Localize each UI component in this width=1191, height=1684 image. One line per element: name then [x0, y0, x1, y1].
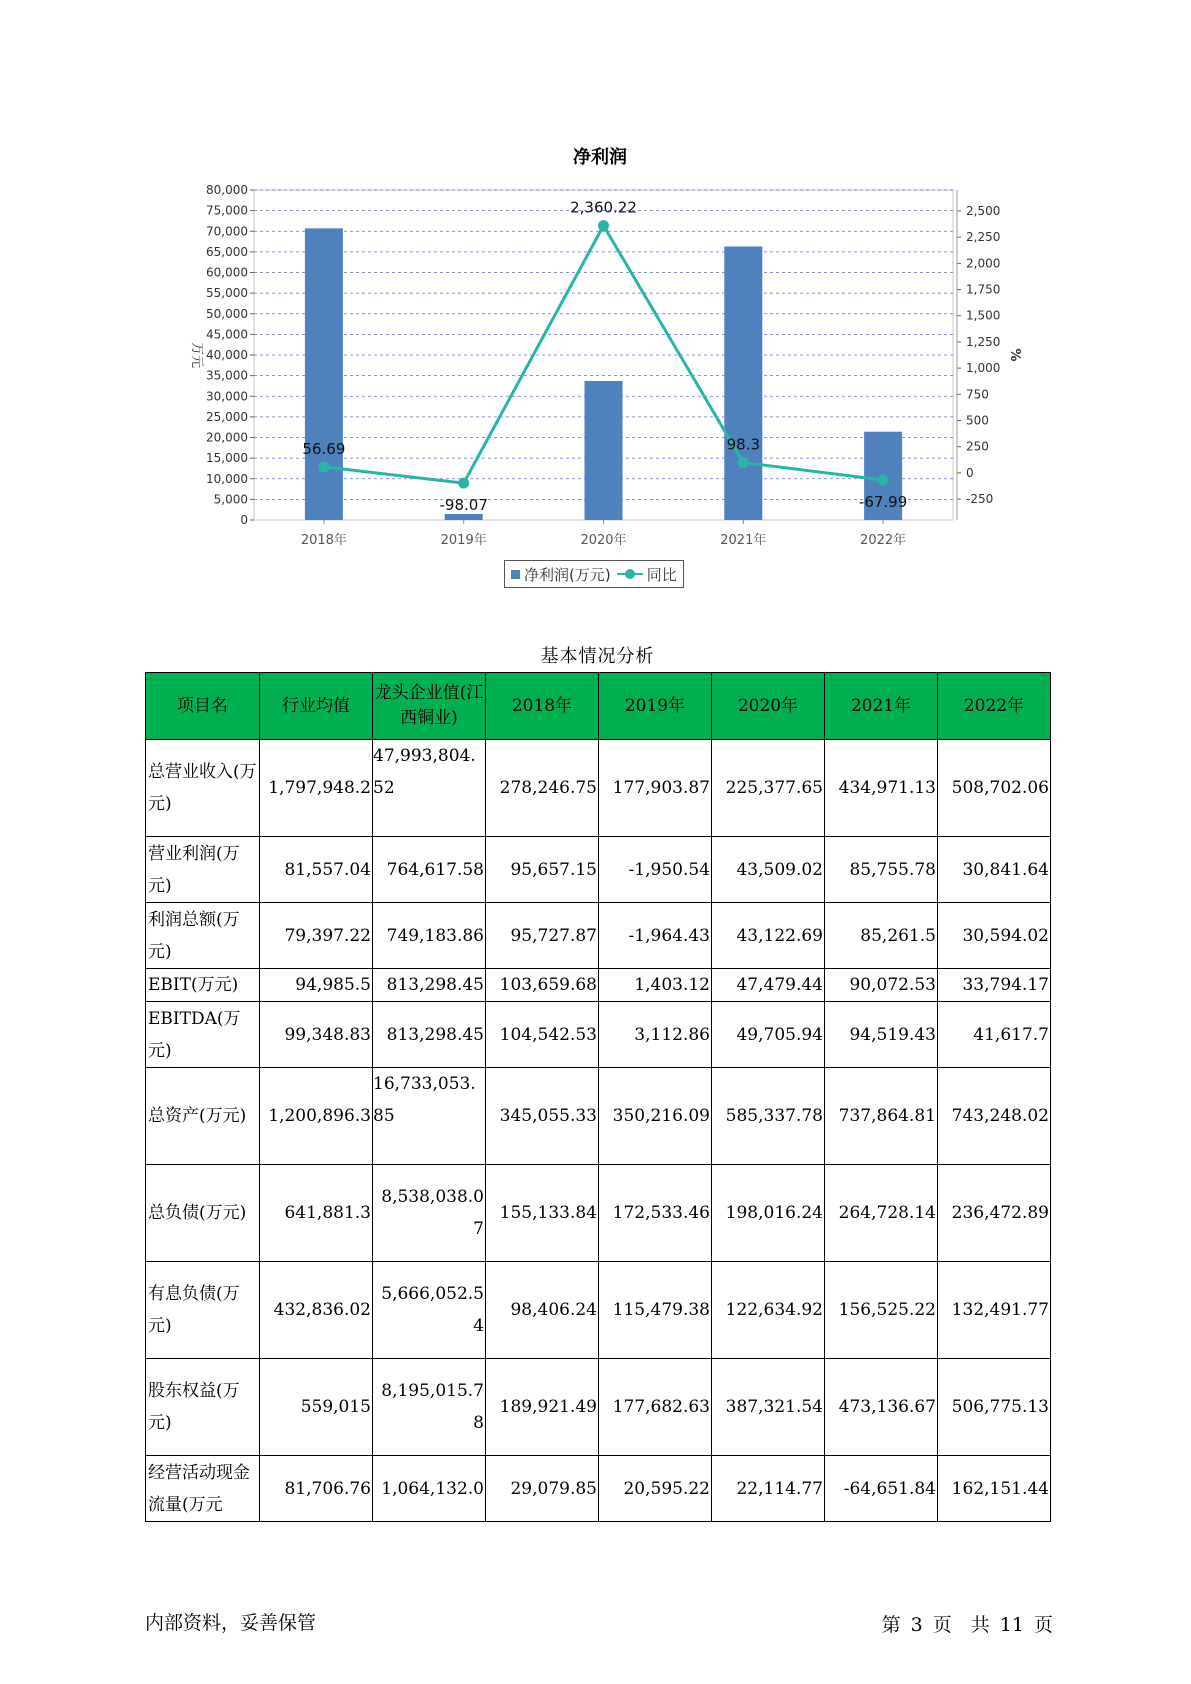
data-label: -98.07 — [439, 496, 488, 515]
table-cell: 189,921.49 — [486, 1359, 599, 1456]
table-cell: 132,491.77 — [938, 1262, 1051, 1359]
table-cell: 345,055.33 — [486, 1068, 599, 1165]
table-cell: 8,538,038.07 — [373, 1165, 486, 1262]
yoy-point — [738, 457, 749, 468]
table-cell: 156,525.22 — [825, 1262, 938, 1359]
table-cell: 47,479.44 — [712, 969, 825, 1002]
table-cell: 225,377.65 — [712, 740, 825, 837]
table-cell: 641,881.3 — [260, 1165, 373, 1262]
data-label: 98.3 — [726, 435, 761, 454]
table-cell: 387,321.54 — [712, 1359, 825, 1456]
table-cell: 162,151.44 — [938, 1456, 1051, 1522]
bar — [305, 228, 343, 520]
y-tick-label: 45,000 — [206, 327, 248, 342]
table-cell: 1,200,896.3 — [260, 1068, 373, 1165]
x-tick-label: 2019年 — [440, 533, 487, 548]
y-tick-label: 30,000 — [206, 389, 248, 404]
row-label: 有息负债(万元) — [146, 1262, 260, 1359]
table-cell: 122,634.92 — [712, 1262, 825, 1359]
table-cell: 559,015 — [260, 1359, 373, 1456]
table-cell: -1,950.54 — [599, 837, 712, 903]
net-profit-chart — [0, 0, 1191, 600]
table-row — [146, 1165, 1051, 1262]
y-tick-label: 75,000 — [206, 203, 248, 218]
y2-tick-label: 250 — [966, 439, 989, 454]
data-label: -67.99 — [858, 492, 908, 511]
y-tick-label: 65,000 — [206, 244, 248, 259]
row-label: 总负债(万元) — [146, 1165, 260, 1262]
chart-legend — [504, 560, 684, 588]
table-cell: 22,114.77 — [712, 1456, 825, 1522]
table-cell: 98,406.24 — [486, 1262, 599, 1359]
table-cell: 473,136.67 — [825, 1359, 938, 1456]
row-label: 营业利润(万元) — [146, 837, 260, 903]
table-cell: 33,794.17 — [938, 969, 1051, 1002]
table-cell: 743,248.02 — [938, 1068, 1051, 1165]
table-row — [146, 903, 1051, 969]
analysis-table — [145, 672, 1051, 1522]
table-cell: 434,971.13 — [825, 740, 938, 837]
table-cell: 737,864.81 — [825, 1068, 938, 1165]
table-cell: 8,195,015.78 — [373, 1359, 486, 1456]
y2-tick-label: 2,500 — [966, 203, 1001, 218]
table-row — [146, 1002, 1051, 1068]
chart-title: 净利润 — [573, 147, 627, 168]
yoy-point — [318, 461, 329, 472]
table-cell: 813,298.45 — [373, 969, 486, 1002]
header-cell: 项目名 — [146, 673, 260, 740]
table-body — [146, 740, 1051, 1522]
table-cell: 764,617.58 — [373, 837, 486, 903]
legend-bar-swatch — [511, 570, 520, 579]
y-tick-label: 0 — [240, 513, 248, 527]
table-cell: 198,016.24 — [712, 1165, 825, 1262]
table-cell: 177,903.87 — [599, 740, 712, 837]
header-cell: 2021年 — [825, 673, 938, 740]
bar — [585, 381, 623, 520]
table-cell: 99,348.83 — [260, 1002, 373, 1068]
table-cell: 94,985.5 — [260, 969, 373, 1002]
table-cell: 1,403.12 — [599, 969, 712, 1002]
x-tick-label: 2020年 — [580, 533, 627, 548]
y-tick-label: 35,000 — [206, 368, 248, 383]
y2-tick-label: 2,000 — [966, 256, 1001, 271]
table-cell: 49,705.94 — [712, 1002, 825, 1068]
table-row — [146, 1068, 1051, 1165]
table-cell: 350,216.09 — [599, 1068, 712, 1165]
table-cell: 278,246.75 — [486, 740, 599, 837]
header-cell: 2019年 — [599, 673, 712, 740]
y2-tick-label: 1,500 — [966, 308, 1001, 323]
table-cell: 20,595.22 — [599, 1456, 712, 1522]
row-label: EBITDA(万元) — [146, 1002, 260, 1068]
table-cell: 47,993,804.52 — [373, 740, 486, 837]
data-label: 2,360.22 — [570, 198, 637, 217]
table-cell: 115,479.38 — [599, 1262, 712, 1359]
legend-line-swatch — [617, 568, 643, 580]
x-tick-label: 2018年 — [300, 533, 347, 548]
y-tick-label: 55,000 — [206, 286, 248, 301]
row-label: 经营活动现金流量(万元 — [146, 1456, 260, 1522]
table-row — [146, 1456, 1051, 1522]
y-tick-label: 15,000 — [206, 451, 248, 466]
x-tick-label: 2022年 — [860, 533, 907, 548]
y2-tick-label: 0 — [966, 465, 974, 480]
table-cell: 85,261.5 — [825, 903, 938, 969]
table-cell: 749,183.86 — [373, 903, 486, 969]
table-cell: 236,472.89 — [938, 1165, 1051, 1262]
table-cell: 506,775.13 — [938, 1359, 1051, 1456]
y-axis-label: 万元 — [189, 341, 204, 369]
table-cell: 813,298.45 — [373, 1002, 486, 1068]
y-tick-label: 20,000 — [206, 430, 248, 445]
table-row — [146, 740, 1051, 837]
table-cell: 1,064,132.0 — [373, 1456, 486, 1522]
legend-bar-label: 净利润(万元) — [524, 565, 611, 584]
y-tick-label: 40,000 — [206, 348, 248, 362]
y2-tick-label: -250 — [966, 492, 994, 507]
table-cell: 5,666,052.54 — [373, 1262, 486, 1359]
header-cell: 2020年 — [712, 673, 825, 740]
y2-tick-label: 1,250 — [966, 334, 1001, 349]
table-row — [146, 837, 1051, 903]
y2-axis-label: % — [1007, 348, 1022, 362]
table-cell: 432,836.02 — [260, 1262, 373, 1359]
table-cell: 95,727.87 — [486, 903, 599, 969]
table-cell: 172,533.46 — [599, 1165, 712, 1262]
table-cell: 81,557.04 — [260, 837, 373, 903]
table-cell: 1,797,948.2 — [260, 740, 373, 837]
x-tick-label: 2021年 — [720, 533, 767, 548]
yoy-point — [598, 220, 609, 231]
y-tick-label: 5,000 — [213, 492, 248, 507]
table-header-row — [146, 673, 1051, 740]
header-cell: 2022年 — [938, 673, 1051, 740]
table-cell: 30,841.64 — [938, 837, 1051, 903]
row-label: 总资产(万元) — [146, 1068, 260, 1165]
table-cell: 90,072.53 — [825, 969, 938, 1002]
footer-confidential-note: 内部资料，妥善保管 — [145, 1612, 317, 1634]
y-tick-label: 60,000 — [206, 265, 248, 280]
y2-tick-label: 500 — [966, 413, 989, 428]
table-cell: 95,657.15 — [486, 837, 599, 903]
table-cell: 29,079.85 — [486, 1456, 599, 1522]
y-tick-label: 50,000 — [206, 306, 248, 321]
row-label: 股东权益(万元) — [146, 1359, 260, 1456]
table-cell: 79,397.22 — [260, 903, 373, 969]
y2-tick-label: 2,250 — [966, 230, 1001, 245]
table-cell: 16,733,053.85 — [373, 1068, 486, 1165]
header-cell: 2018年 — [486, 673, 599, 740]
table-title: 基本情况分析 — [540, 646, 655, 667]
table-cell: -64,651.84 — [825, 1456, 938, 1522]
table-cell: 3,112.86 — [599, 1002, 712, 1068]
table-cell: 41,617.7 — [938, 1002, 1051, 1068]
y-tick-label: 25,000 — [206, 409, 248, 424]
table-cell: 85,755.78 — [825, 837, 938, 903]
table-row — [146, 1359, 1051, 1456]
bar — [724, 247, 762, 520]
header-cell: 龙头企业值(江西铜业) — [373, 673, 486, 740]
yoy-point — [458, 478, 469, 489]
table-cell: 508,702.06 — [938, 740, 1051, 837]
row-label: 利润总额(万元) — [146, 903, 260, 969]
row-label: EBIT(万元) — [146, 969, 260, 1002]
table-cell: 104,542.53 — [486, 1002, 599, 1068]
yoy-point — [878, 474, 889, 485]
header-cell: 行业均值 — [260, 673, 373, 740]
y-tick-label: 70,000 — [206, 224, 248, 239]
table-cell: 585,337.78 — [712, 1068, 825, 1165]
table-cell: 81,706.76 — [260, 1456, 373, 1522]
table-cell: 155,133.84 — [486, 1165, 599, 1262]
table-cell: 43,122.69 — [712, 903, 825, 969]
legend-item-bar — [511, 564, 611, 585]
y2-tick-label: 1,000 — [966, 361, 1001, 376]
legend-line-label: 同比 — [646, 565, 677, 584]
legend-item-line — [617, 564, 677, 585]
footer-page-number: 第 3 页 共 11 页 — [881, 1614, 1053, 1636]
table-cell: 103,659.68 — [486, 969, 599, 1002]
y-tick-label: 80,000 — [206, 183, 248, 197]
table-cell: 30,594.02 — [938, 903, 1051, 969]
table-row — [146, 1262, 1051, 1359]
table-cell: -1,964.43 — [599, 903, 712, 969]
chart-canvas — [0, 0, 1191, 600]
table-cell: 94,519.43 — [825, 1002, 938, 1068]
table-row — [146, 969, 1051, 1002]
y2-tick-label: 1,750 — [966, 282, 1001, 297]
table-cell: 177,682.63 — [599, 1359, 712, 1456]
row-label: 总营业收入(万元) — [146, 740, 260, 837]
y-tick-label: 10,000 — [206, 471, 248, 486]
y2-tick-label: 750 — [966, 387, 989, 402]
table-cell: 43,509.02 — [712, 837, 825, 903]
data-label: 56.69 — [302, 439, 346, 458]
table-cell: 264,728.14 — [825, 1165, 938, 1262]
bar — [445, 514, 483, 520]
